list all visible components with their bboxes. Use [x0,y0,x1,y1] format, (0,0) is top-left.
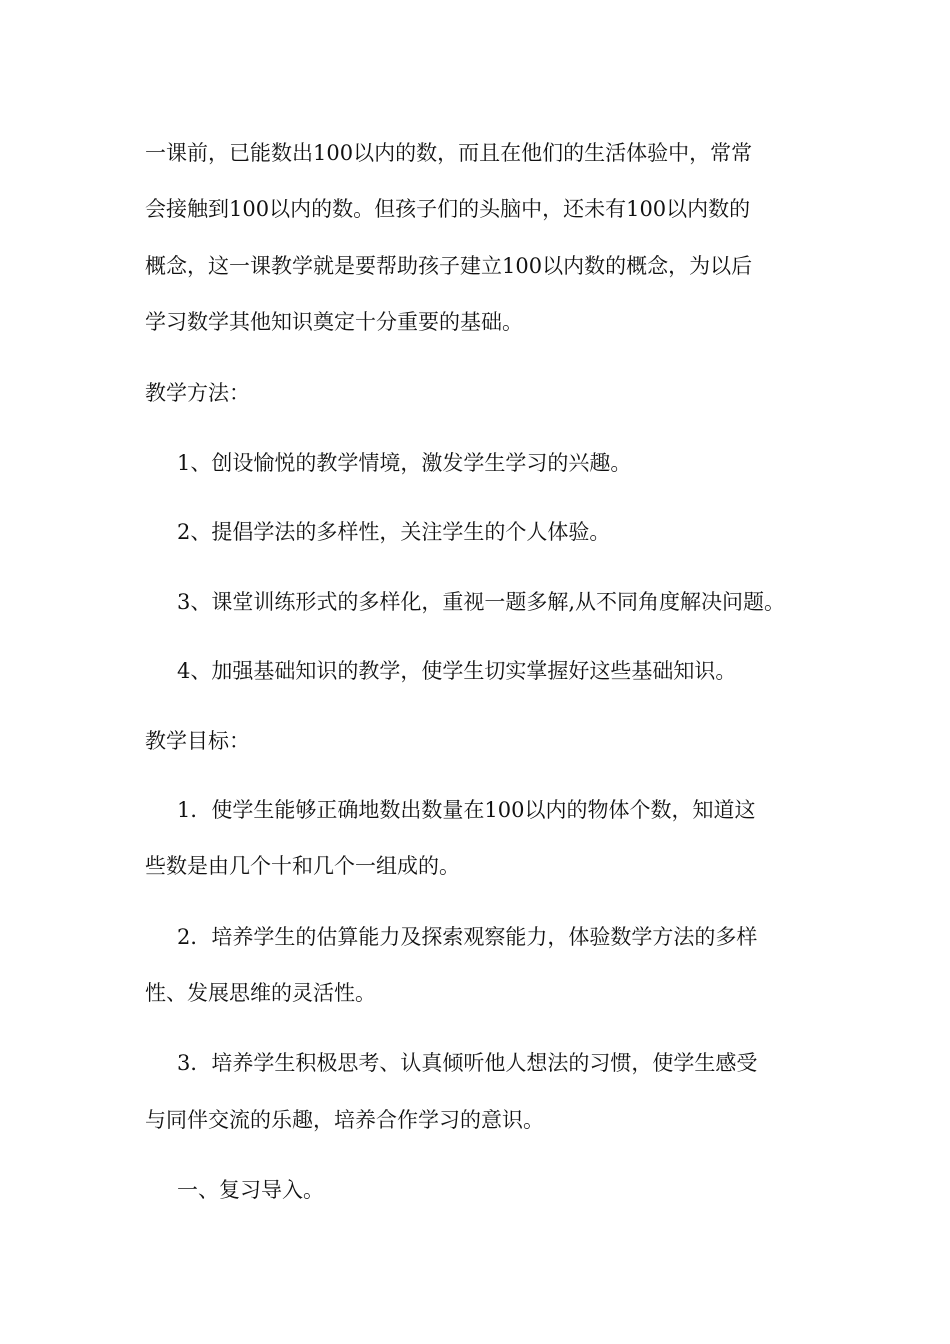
goal-item-3-line-1: 3．培养学生积极思考、认真倾听他人想法的习惯，使学生感受 [177,1051,758,1075]
goal-item-2-line-2: 性、发展思维的灵活性。 [145,981,376,1005]
goal-item-1-line-1: 1．使学生能够正确地数出数量在100以内的物体个数，知道这 [177,798,756,822]
section-heading-review: 一、复习导入。 [177,1178,324,1202]
goal-item-3-line-2: 与同伴交流的乐趣，培养合作学习的意识。 [145,1108,544,1132]
intro-line-4: 学习数学其他知识奠定十分重要的基础。 [145,310,523,334]
method-item-2: 2、提倡学法的多样性，关注学生的个人体验。 [177,520,611,544]
methods-heading: 教学方法： [145,381,250,405]
goal-item-2-line-1: 2．培养学生的估算能力及探索观察能力，体验数学方法的多样 [177,925,758,949]
method-item-1: 1、创设愉悦的教学情境，激发学生学习的兴趣。 [177,451,632,475]
intro-line-2: 会接触到100以内的数。但孩子们的头脑中，还未有100以内数的 [145,197,751,221]
method-item-4: 4、加强基础知识的教学，使学生切实掌握好这些基础知识。 [177,659,737,683]
goals-heading: 教学目标： [145,729,250,753]
goal-item-1-line-2: 些数是由几个十和几个一组成的。 [145,854,460,878]
intro-line-1: 一课前，已能数出100以内的数，而且在他们的生活体验中，常常 [145,141,753,165]
intro-line-3: 概念，这一课教学就是要帮助孩子建立100以内数的概念，为以后 [145,254,753,278]
method-item-3: 3、课堂训练形式的多样化，重视一题多解,从不同角度解决问题。 [177,590,786,614]
